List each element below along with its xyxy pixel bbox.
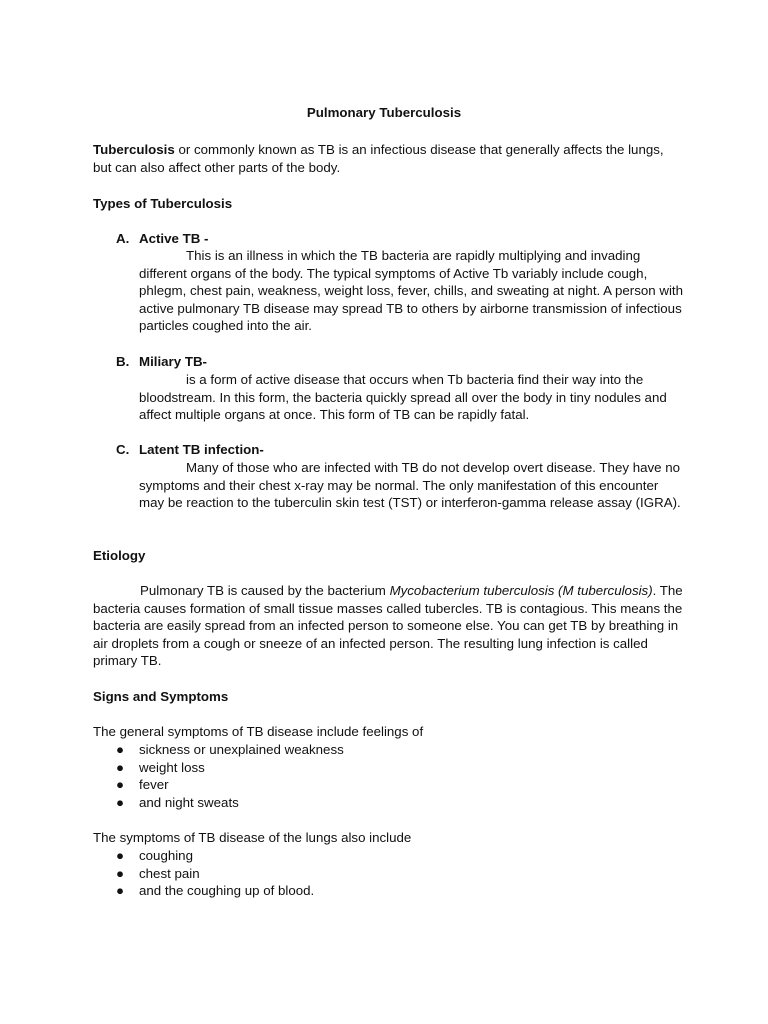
type-c-name: Latent TB infection- <box>139 442 264 457</box>
type-b-name: Miliary TB- <box>139 354 207 369</box>
type-a-description <box>139 247 684 335</box>
signs-heading: Signs and Symptoms <box>93 689 229 704</box>
type-c-heading <box>116 441 264 459</box>
etiology-text-after: . The bacteria causes formation of small tissue masses called tubercles. TB is contagious. This means the bacteria are easily spread from an infected person to someone else. You can get TB by breathing in air droplets from a cough or sneeze of an infected person. The resulting lung infection is called primary TB. <box>93 583 683 669</box>
list-item: ● and night sweats <box>116 794 239 810</box>
list-item: ● weight loss <box>116 759 205 775</box>
intro-paragraph <box>93 141 683 176</box>
type-c-text: Many of those who are infected with TB do not develop overt disease. They have no symptoms and their chest x-ray may be normal. The only manifestation of this encounter may be reaction to the tuberculin skin test (TST) or interferon-gamma release assay (IGRA). <box>139 460 681 511</box>
list-item: ● coughing <box>116 848 193 863</box>
etiology-paragraph <box>93 582 683 670</box>
lung-symptoms-list <box>116 847 314 900</box>
types-heading: Types of Tuberculosis <box>93 196 233 211</box>
bullet-icon: ● <box>116 777 125 793</box>
type-a-text: This is an illness in which the TB bacteria are rapidly multiplying and invading different organs of the body. The typical symptoms of Active Tb variably include cough, phlegm, chest pain, weakness, weight loss, fever, chills, and sweating at night. A person with active pulmonary TB disease may spread TB to others by airborne transmission of infectious particles coughed into the air. <box>139 248 683 334</box>
type-c-description <box>139 459 684 512</box>
general-symptoms-intro: The general symptoms of TB disease include feelings of <box>93 724 424 739</box>
type-b-description <box>139 371 684 424</box>
bullet-icon: ● <box>116 794 125 810</box>
bullet-icon: ● <box>116 848 125 863</box>
general-symptoms-list <box>116 741 344 811</box>
intro-text: or commonly known as TB is an infectious disease that generally affects the lungs, but can also affect other parts of the body. <box>93 142 664 175</box>
list-item: ● fever <box>116 777 169 793</box>
type-a-name: Active TB - <box>139 231 209 246</box>
type-b-text: is a form of active disease that occurs when Tb bacteria find their way into the bloodstream. In this form, the bacteria quickly spread all over the body in tiny nodules and affect multiple organs at once. This form of TB can be rapidly fatal. <box>139 372 667 423</box>
intro-term: Tuberculosis <box>93 142 175 157</box>
type-c-letter: C. <box>116 442 130 457</box>
type-a-heading <box>116 230 208 248</box>
type-b-heading <box>116 353 207 371</box>
list-item: ● and the coughing up of blood. <box>116 883 315 899</box>
bullet-icon: ● <box>116 742 125 757</box>
lung-symptoms-intro: The symptoms of TB disease of the lungs also include <box>93 830 412 845</box>
list-item: ● sickness or unexplained weakness <box>116 742 344 757</box>
bullet-icon: ● <box>116 883 125 899</box>
page-title: Pulmonary Tuberculosis <box>306 105 462 120</box>
type-a-letter: A. <box>116 231 130 246</box>
bullet-icon: ● <box>116 759 125 775</box>
etiology-text-before: Pulmonary TB is caused by the bacterium <box>140 583 390 598</box>
etiology-organism: Mycobacterium tuberculosis (M tuberculosis) <box>389 583 653 598</box>
list-item: ● chest pain <box>116 865 200 881</box>
bullet-icon: ● <box>116 865 125 881</box>
type-b-letter: B. <box>116 354 130 369</box>
etiology-heading: Etiology <box>93 548 146 563</box>
